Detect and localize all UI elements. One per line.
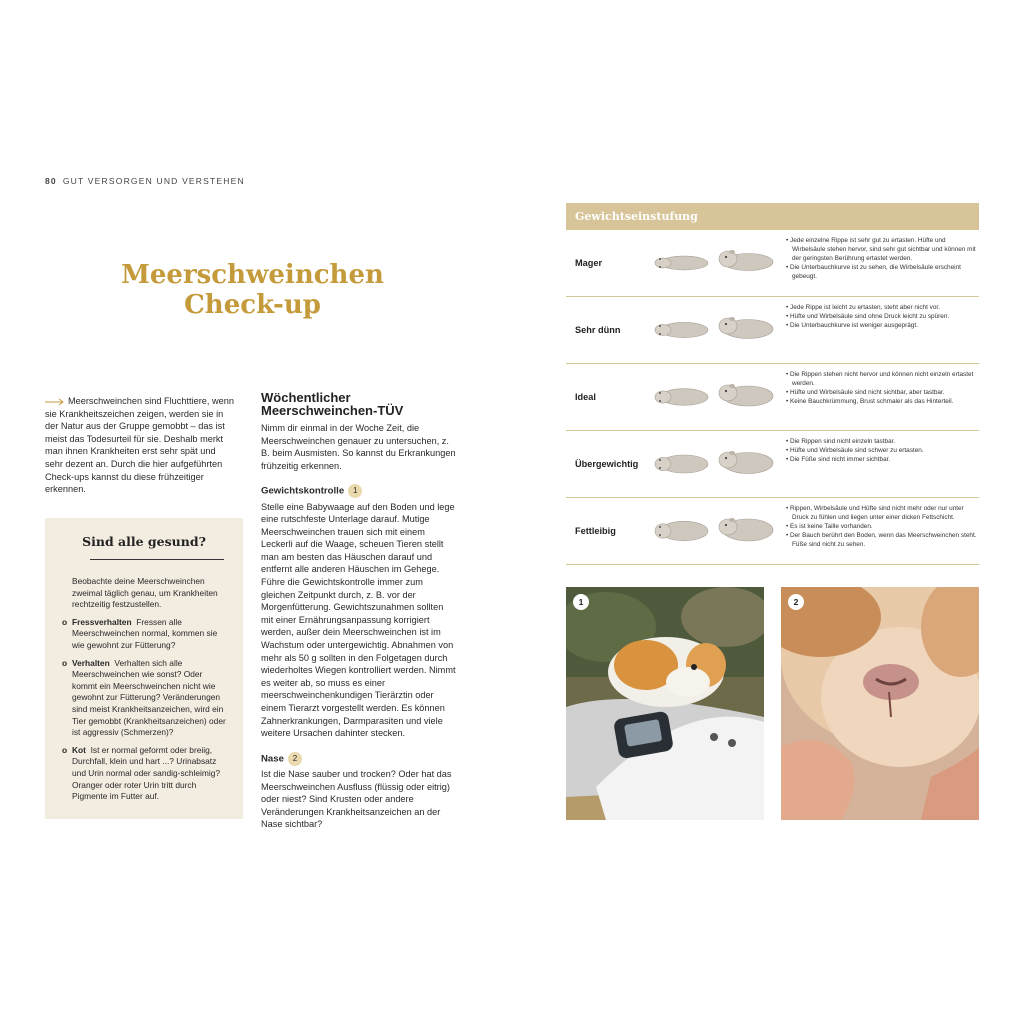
weight-row [566,297,979,364]
guinea-pig-side-view-illustration [716,245,778,277]
bullet-text: Jede einzelne Rippe ist sehr gut zu ertasten. Hüfte und Wirbelsäule stehen hervor, sind sehr gut sichtbar und können mit der geringsten Berührung ertastet werden. [790,237,976,262]
figure-badge: 2 [288,752,302,766]
guinea-pig-top-view-illustration [651,382,713,412]
weight-row [566,364,979,431]
bullet-icon: o [62,744,68,755]
weight-row-description [786,236,978,281]
description-bullet [786,303,978,312]
guinea-pig-side-view-illustration [716,312,778,344]
bullet-text: Die Unterbauchkurve ist zu sehen, die Wirbelsäule erscheint gebeugt. [790,264,961,280]
title-line-2: Check-up [184,290,321,320]
bullet-icon: • [786,456,791,463]
title-line-1: Meerschweinchen [121,260,384,290]
box-item [62,744,227,803]
bullet-text: Die Rippen sind nicht einzeln tastbar. [790,438,896,445]
box-item-term: Verhalten [72,657,110,668]
weight-row-description [786,370,978,406]
box-item [62,616,227,652]
weight-row-description [786,437,978,464]
description-bullet [786,455,978,464]
figure-badge: 1 [348,484,362,498]
bullet-text: Es ist keine Taille vorhanden. [790,523,873,530]
bullet-icon: • [786,398,791,405]
description-bullet [786,504,978,522]
box-title: Sind alle gesund? [82,534,206,549]
bullet-text: Hüfte und Wirbelsäule sind nicht sichtbar, aber tastbar. [790,389,945,396]
main-column [261,391,456,831]
weight-table-rows [566,230,979,565]
bullet-icon: • [786,505,791,512]
description-bullet [786,321,978,330]
bullet-text: Hüfte und Wirbelsäule sind schwer zu ertasten. [790,447,924,454]
description-bullet [786,531,978,549]
box-item-text: Ist er normal geformt oder breiig, Durchfall, klein und hart ...? Urinabsatz und Urin normal oder sandig-schleimig? Oranger oder roter Urin tritt durch Pigmente im Futter auf. [72,744,221,802]
box-lead: Beobachte deine Meerschweinchen zweimal täglich genau, um Krankheiten rechtzeitig festzustellen. [72,576,218,610]
bullet-text: Hüfte und Wirbelsäule sind ohne Druck leicht zu spüren. [790,313,950,320]
weight-row [566,498,979,565]
running-head [45,176,245,186]
description-bullet [786,236,978,263]
photo-number-badge: 1 [573,594,589,610]
subheading-text: Gewichtskontrolle [261,485,345,497]
weight-row-description [786,303,978,330]
bullet-icon: • [786,313,791,320]
description-bullet [786,370,978,388]
photo-number-badge: 2 [788,594,804,610]
bullet-text: Die Unterbauchkurve ist weniger ausgeprägt. [790,322,918,329]
description-bullet [786,388,978,397]
bullet-text: Die Rippen stehen nicht hervor und können nicht einzeln ertastet werden. [790,371,974,387]
bullet-text: Die Füße sind nicht immer sichtbar. [790,456,891,463]
guinea-pig-top-view-illustration [651,315,713,345]
bullet-icon: • [786,322,791,329]
guinea-pig-top-view-illustration [651,248,713,278]
weight-row-label: Mager [575,258,603,268]
info-box [45,518,243,819]
bullet-icon: o [62,657,68,668]
bullet-icon: • [786,264,791,271]
intro-paragraph [45,395,235,496]
weight-row-label: Fettleibig [575,526,616,536]
description-bullet [786,446,978,455]
description-bullet [786,263,978,281]
bullet-text: Rippen, Wirbelsäule und Hüfte sind nicht mehr oder nur unter Druck zu fühlen und liegen unter einer dicken Fettschicht. [790,505,964,521]
guinea-pig-top-view-illustration [651,449,713,479]
weight-row [566,431,979,498]
intro-text: Meerschweinchen sind Fluchttiere, wenn sie Krankheitszeichen zeigen, werden sie in der Natur aus der Gruppe gemobbt – das ist meist das Todesurteil für sie. Deshalb merkt man ihnen Krankheiten erst sehr spät und sehr dezent an. Durch die hier aufgeführten Check-ups kannst du diese frühzeitiger erkennen. [45,396,234,495]
weight-row-label: Übergewichtig [575,459,639,469]
bullet-icon: • [786,532,791,539]
description-bullet [786,397,978,406]
box-item-term: Kot [72,744,86,755]
guinea-pig-side-view-illustration [716,446,778,478]
box-body [62,576,227,809]
page-number: 80 [45,176,57,186]
bullet-text: Keine Bauchkrümmung, Brust schmaler als das Hinterteil. [790,398,954,405]
page-title [80,260,425,320]
bullet-icon: • [786,523,791,530]
bullet-text: Der Bauch berührt den Boden, wenn das Meerschweinchen steht. Füße sind nicht zu sehen. [790,532,977,548]
section-title: GUT VERSORGEN UND VERSTEHEN [62,176,245,186]
subheading-text: Nase [261,753,284,765]
weight-paragraph: Stelle eine Babywaage auf den Boden und lege eine rutschfeste Unterlage darauf. Mutige Meerschweinchen trauen sich mit einem Leckerli auf die Waage, scheuen Tieren stellt man am besten das Häuschen darauf und entfernt alle anderen Häuschen im Gehege. Führe die Gewichtskontrolle immer zum gleichen Zeitpunkt durch, z. B. vor der Morgenfütterung. Gewichtszunahmen sollten mit einer Ernährungsanpassung korrigiert werden, außer dein Meerschweinchen ist im Wachstum oder untergewichtig. Abnahmen von mehr als 50 g sollten in den Folgetagen durch wiederholtes Wiegen kontrolliert werden. Nimmt es weiter ab, so muss es einer meerschweinchenkundigen Tierärztin oder einem Tierarzt vorgestellt werden. Es können Zahnerkrankungen, Darmparasiten und viele weitere Ursachen dahinter stecken. [261,501,456,739]
bullet-icon: • [786,389,791,396]
section-heading: Wöchentlicher Meerschweinchen-TÜV [261,390,404,418]
box-item-term: Fressverhalten [72,616,132,627]
nose-paragraph: Ist die Nase sauber und trocken? Oder hat das Meerschweinchen Ausfluss (flüssig oder eitrig) oder niest? Sind Krusten oder andere Veränderungen Krankheitsanzeichen an der Nase sichtbar? [261,768,452,830]
photo-guinea-pig-on-scale [566,587,764,820]
weight-row-label: Ideal [575,392,596,402]
subheading-nose [261,752,456,766]
description-bullet [786,312,978,321]
weight-row [566,230,979,297]
guinea-pig-side-view-illustration [716,379,778,411]
box-item-text: Verhalten sich alle Meerschweinchen wie sonst? Oder kommt ein Meerschweinchen nicht wie gewohnt zur Fütterung? Veränderungen sind meist Krankheitsanzeichen, wird ein Tier gemobbt (Krankheitsanzeichen) oder ist aggressiv (Schmerzen)? [72,657,226,738]
guinea-pig-side-view-illustration [716,513,778,545]
box-item-text: Fressen alle Meerschweinchen normal, kommen sie wie gewohnt zur Fütterung? [72,616,218,650]
description-bullet [786,522,978,531]
bullet-icon: • [786,237,791,244]
weight-table-title: Gewichtseinstufung [566,203,979,230]
photo-guinea-pig-nose [781,587,979,820]
section-lead: Nimm dir einmal in der Woche Zeit, die Meerschweinchen genauer zu untersuchen, z. B. beim Ausmisten. So kannst du Erkrankungen frühzeitig erkennen. [261,423,456,471]
bullet-icon: o [62,616,68,627]
description-bullet [786,437,978,446]
guinea-pig-top-view-illustration [651,516,713,546]
weight-row-description [786,504,978,549]
subheading-weight [261,484,456,498]
box-divider [90,559,224,560]
weight-table [566,203,979,565]
bullet-text: Jede Rippe ist leicht zu ertasten, steht aber nicht vor. [790,304,940,311]
box-item [62,657,227,739]
bullet-icon: • [786,371,791,378]
bullet-icon: • [786,447,791,454]
bullet-icon: • [786,304,791,311]
bullet-icon: • [786,438,791,445]
weight-row-label: Sehr dünn [575,325,621,335]
arrow-right-icon [45,398,65,406]
